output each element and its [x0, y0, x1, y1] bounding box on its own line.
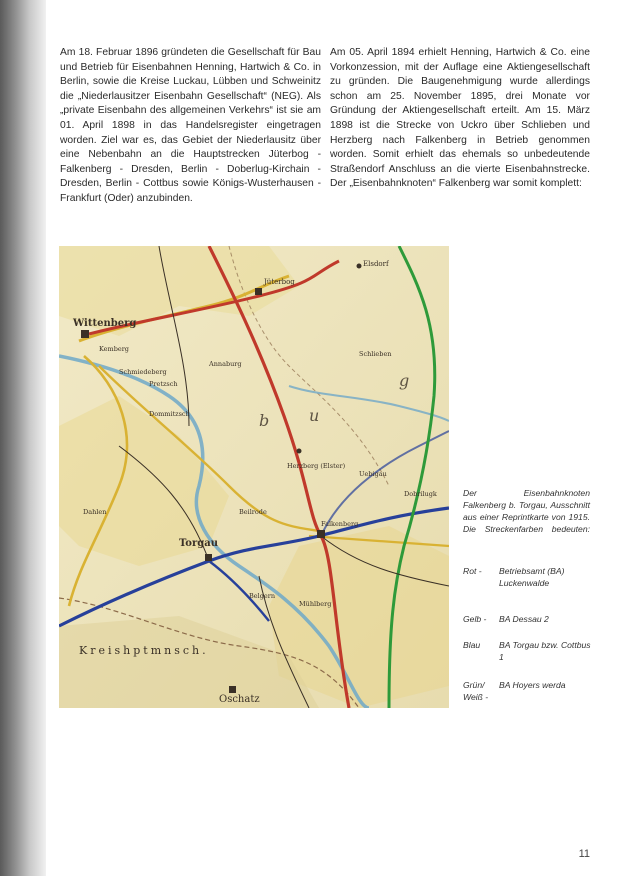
- page-binding-shadow: [0, 0, 46, 876]
- map-label-schlieben: Schlieben: [359, 350, 392, 358]
- map-label-wittenberg: Wittenberg: [73, 318, 137, 329]
- right-text-column: [330, 46, 590, 192]
- map-label-torgau: Torgau: [179, 538, 218, 549]
- railway-map: [59, 246, 449, 708]
- town-marker-torgau: [205, 554, 212, 561]
- map-label-pretzsch: Pretzsch: [149, 380, 178, 388]
- legend-value: Betriebsamt (BA) Luckenwalde: [499, 566, 565, 588]
- map-label-kemberg: Kemberg: [99, 345, 129, 353]
- right-paragraph: Am 05. April 1894 erhielt Henning, Hartwich & Co. eine Vorkonzession, mit der Auflage eine Aktiengesellschaft zu gründen. Die Baugenehmigung wurde allerdings schon am 25. November 1895, drei Monate vor Gründung der Aktiengesellschaft erteilt. Am 15. März 1898 ist die Strecke von Uckro über Schlieben und Herzberg nach Falkenberg in Betrieb genommen worden. Somit erhielt das ehemals so unbedeutende Straßendorf Anschluss an die vierte Eisenbahnstrecke. Der „Eisenbahnknoten“ Falkenberg war somit komplett:: [330, 47, 590, 190]
- page-number: 11: [578, 848, 590, 860]
- map-label-region-b: b: [259, 411, 270, 430]
- map-label-falkenberg: Falkenberg: [321, 520, 359, 528]
- map-label-region-u: u: [309, 406, 320, 425]
- town-marker-elsdorf: [357, 264, 362, 269]
- legend-value: BA Hoyers werda: [499, 680, 566, 690]
- map-label-kreishauptmannschaft: Kreishptmnsch.: [79, 644, 209, 657]
- map-label-uebigau: Uebigau: [359, 470, 387, 478]
- legend-value: BA Dessau 2: [499, 614, 549, 624]
- legend-value: BA Torgau bzw. Cottbus 1: [499, 640, 591, 662]
- town-marker-oschatz: [229, 686, 236, 693]
- map-label-muehlberg: Mühlberg: [299, 600, 332, 608]
- map-label-belgern: Belgern: [249, 592, 276, 600]
- map-label-schmiedeberg: Schmiedeberg: [119, 368, 167, 376]
- map-label-dobrilugk: Dobrilugk: [404, 490, 437, 498]
- legend-item-blue: [463, 640, 593, 666]
- map-label-herzberg: Herzberg (Elster): [287, 462, 346, 470]
- town-marker-falkenberg: [317, 530, 325, 538]
- legend-key: Gelb -: [463, 614, 487, 624]
- left-text-column: [60, 46, 321, 207]
- legend-key: Rot -: [463, 566, 482, 576]
- town-marker-jueterbog: [255, 288, 262, 295]
- legend-key: Grün/ Weiß -: [463, 680, 489, 702]
- map-caption: Der Eisenbahnknoten Falkenberg b. Torgau, Ausschnitt aus einer Reprintkarte von 1915. Die Streckenfarben bedeuten:: [463, 488, 590, 534]
- legend-key: Blau: [463, 640, 481, 650]
- map-label-oschatz: Oschatz: [219, 694, 260, 705]
- town-marker-wittenberg: [81, 330, 89, 338]
- town-marker-herzberg: [297, 449, 302, 454]
- map-label-jueterbog: Jüterbog: [264, 278, 295, 286]
- legend-item-yellow: [463, 614, 593, 628]
- map-label-dommitzsch: Dommitzsch: [149, 410, 190, 418]
- left-paragraph: Am 18. Februar 1896 gründeten die Gesellschaft für Bau und Betrieb für Eisenbahnen Henning, Hartwich & Co. in Berlin, sowie die Kreise Luckau, Lübben und Schweinitz die „Niederlausitzer Eisenbahn Gesellschaft“ (NEG). Als „private Eisenbahn des allgemeinen Verkehrs“ ist sie am 01. April 1898 in das Handelsregister eingetragen worden. Ziel war es, das Gebiet der Niederlausitz über eine Nebenbahn an die Hauptstrecken Jüterbog - Falkenberg - Dresden, Berlin - Doberlug-Kirchain - Dresden, Berlin - Cottbus sowie Königs-Wusterhausen - Frankfurt (Oder) anzubinden.: [60, 47, 321, 204]
- legend-item-red: [463, 566, 593, 602]
- railway-map-svg: [59, 246, 449, 708]
- map-label-annaburg: Annaburg: [209, 360, 242, 368]
- map-label-region-g: g: [399, 371, 410, 390]
- map-label-dahlen: Dahlen: [83, 508, 107, 516]
- map-label-elsdorf: Elsdorf: [363, 260, 389, 268]
- legend-item-green: [463, 680, 593, 706]
- map-label-beilrode: Beilrode: [239, 508, 267, 516]
